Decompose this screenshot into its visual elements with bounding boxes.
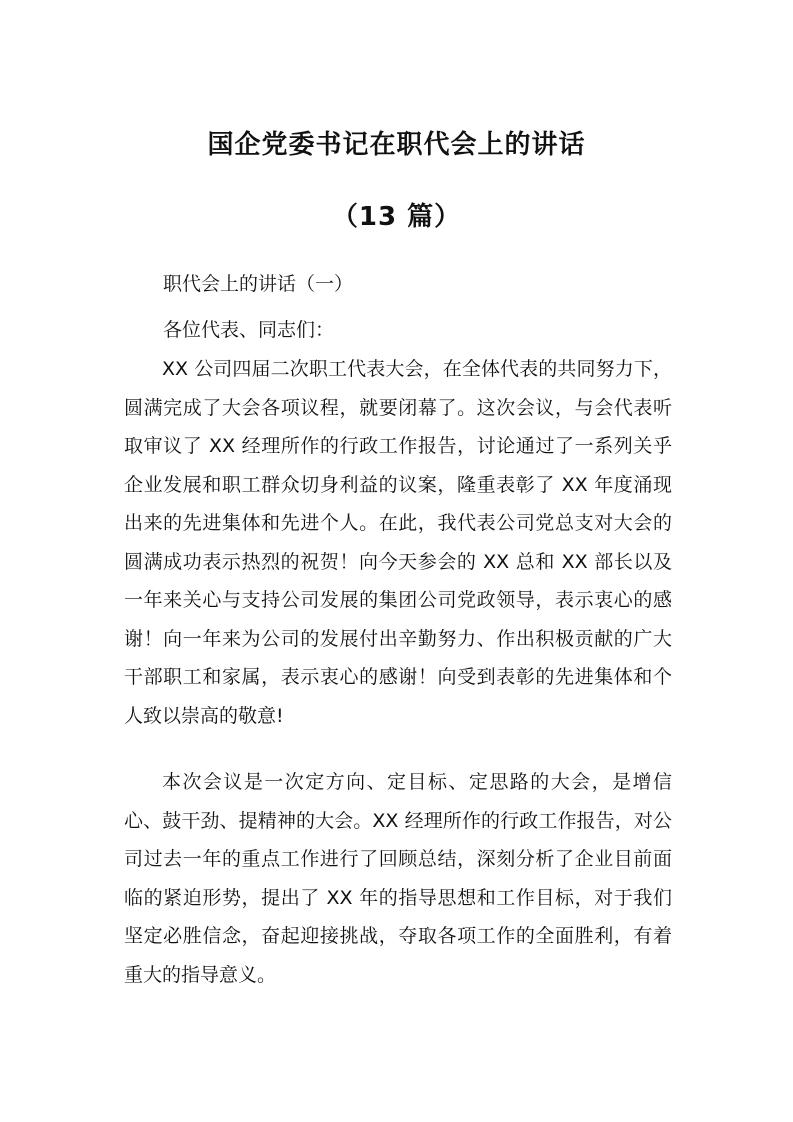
paragraph-1-block bbox=[124, 350, 672, 735]
document-title: 国企党委书记在职代会上的讲话 bbox=[207, 130, 586, 160]
paragraph-2: 本次会议是一次定方向、定目标、定思路的大会，是增信心、鼓干劲、提精神的大会。XX 经理所作的行政工作报告，对公司过去一年的重点工作进行了回顾总结，深刻分析了企业目前面临的紧迫形势，提出了 XX 年的指导思想和工作目标，对于我们坚定必胜信念，奋起迎接挑战，夺取各项工作的全面胜利，有着重大的指导意义。 bbox=[124, 771, 672, 986]
section-heading: 职代会上的讲话（一） bbox=[163, 273, 354, 295]
paragraph-1: XX 公司四届二次职工代表大会，在全体代表的共同努力下，圆满完成了大会各项议程，就要闭幕了。这次会议，与会代表听取审议了 XX 经理所作的行政工作报告，讨论通过了一系列关乎企业发展和职工群众切身利益的议案，隆重表彰了 XX 年度涌现出来的先进集体和先进个人。在此，我代表公司党总支对大会的圆满成功表示热烈的祝贺！向今天参会的 XX 总和 XX 部长以及一年来关心与支持公司发展的集团公司党政领导，表示衷心的感谢！向一年来为公司的发展付出辛勤努力、作出积极贡献的广大干部职工和家属，表示衷心的感谢！向受到表彰的先进集体和个人致以崇高的敬意! bbox=[124, 358, 672, 727]
paragraph-2-block bbox=[124, 763, 672, 994]
document-subtitle: （13 篇） bbox=[331, 202, 462, 232]
salutation: 各位代表、同志们： bbox=[163, 319, 335, 341]
